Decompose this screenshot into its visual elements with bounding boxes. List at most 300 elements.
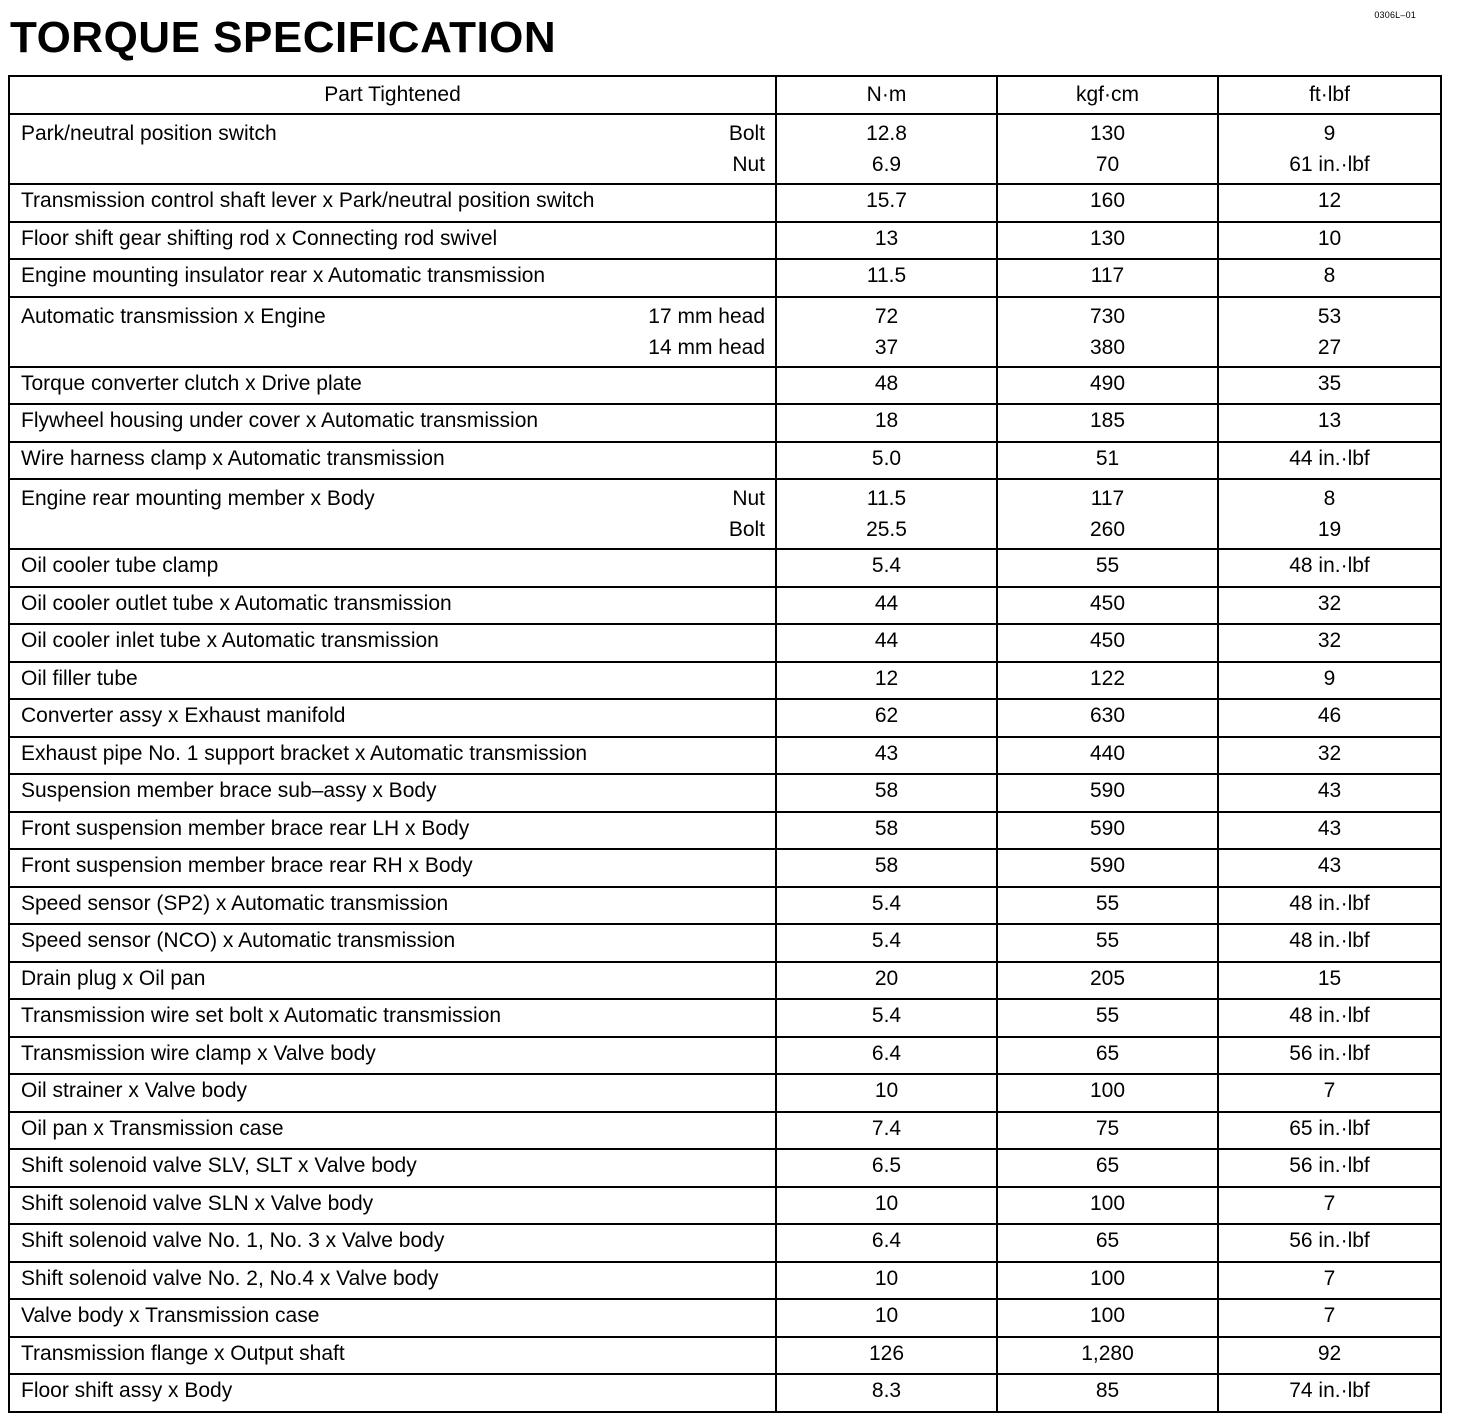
torque-ftlbf-cell	[1218, 259, 1441, 297]
torque-value: 43	[1317, 779, 1342, 802]
torque-kgfcm-cell	[997, 549, 1218, 587]
torque-ftlbf-cell	[1218, 1374, 1441, 1412]
torque-value: 100	[1089, 1266, 1126, 1290]
torque-value: 100	[1089, 1304, 1126, 1327]
torque-nm-cell	[776, 404, 997, 442]
part-cell	[9, 1074, 776, 1112]
torque-value: 65 in.·lbf	[1289, 1116, 1370, 1140]
torque-value: 19	[1317, 518, 1342, 541]
fastener-label: Bolt	[728, 122, 765, 145]
part-cell	[9, 1337, 776, 1375]
torque-kgfcm-cell	[997, 259, 1218, 297]
part-line	[10, 963, 775, 994]
torque-ftlbf-cell	[1218, 1074, 1441, 1112]
torque-value: 12.8	[866, 122, 907, 145]
part-cell	[9, 812, 776, 850]
part-cell	[9, 184, 776, 222]
part-line	[10, 925, 775, 956]
torque-value: 20	[874, 966, 899, 990]
part-name: Oil filler tube	[21, 666, 138, 690]
part-name: Transmission flange x Output shaft	[21, 1341, 345, 1365]
torque-value: 8	[1323, 487, 1336, 510]
part-line	[10, 625, 775, 656]
torque-value: 117	[1090, 487, 1125, 510]
torque-ftlbf-cell	[1218, 999, 1441, 1037]
torque-value: 9	[1323, 666, 1336, 690]
table-row	[9, 1074, 1441, 1112]
torque-ftlbf-cell	[1218, 849, 1441, 887]
part-line	[10, 1150, 775, 1181]
torque-value: 72	[874, 304, 899, 328]
torque-nm-cell	[776, 1149, 997, 1187]
torque-nm-cell	[776, 962, 997, 1000]
table-row	[9, 1337, 1441, 1375]
part-cell	[9, 849, 776, 887]
table-row	[9, 114, 1441, 184]
torque-ftlbf-cell	[1218, 1337, 1441, 1375]
torque-nm-cell	[776, 184, 997, 222]
part-name: Front suspension member brace rear RH x Body	[21, 854, 473, 877]
torque-value: 130	[1089, 122, 1126, 145]
torque-value: 122	[1089, 666, 1126, 690]
fastener-label: 14 mm head	[648, 335, 765, 359]
part-line	[10, 850, 775, 881]
torque-nm-cell	[776, 1224, 997, 1262]
torque-value: 260	[1089, 518, 1126, 541]
torque-value: 126	[868, 1341, 905, 1365]
torque-value: 6.4	[871, 1041, 902, 1065]
torque-value: 13	[1317, 409, 1342, 432]
torque-value: 48	[874, 371, 899, 395]
table-row	[9, 774, 1441, 812]
part-cell	[9, 887, 776, 925]
torque-value: 8	[1323, 264, 1336, 287]
torque-kgfcm-cell	[997, 887, 1218, 925]
table-row	[9, 849, 1441, 887]
torque-value: 450	[1089, 629, 1126, 652]
part-line	[10, 888, 775, 919]
table-row	[9, 1112, 1441, 1150]
part-cell	[9, 1037, 776, 1075]
part-cell	[9, 624, 776, 662]
part-name: Valve body x Transmission case	[21, 1304, 320, 1327]
torque-ftlbf-cell	[1218, 1112, 1441, 1150]
torque-value: 12	[874, 666, 899, 690]
table-row	[9, 1262, 1441, 1300]
part-name: Transmission wire set bolt x Automatic transmission	[21, 1004, 502, 1027]
part-line	[10, 1075, 775, 1106]
table-row	[9, 962, 1441, 1000]
part-cell	[9, 1262, 776, 1300]
torque-ftlbf-cell	[1218, 1299, 1441, 1337]
torque-ftlbf-cell	[1218, 962, 1441, 1000]
part-line	[10, 483, 775, 514]
torque-value: 55	[1095, 554, 1120, 577]
torque-value: 44 in.·lbf	[1289, 446, 1370, 470]
part-name: Wire harness clamp x Automatic transmission	[21, 446, 445, 470]
torque-kgfcm-cell	[997, 1112, 1218, 1150]
torque-value: 13	[874, 226, 899, 250]
torque-value: 65	[1095, 1229, 1120, 1252]
torque-value: 205	[1089, 966, 1126, 990]
torque-kgfcm-cell	[997, 442, 1218, 480]
torque-value: 100	[1089, 1191, 1126, 1215]
torque-value: 590	[1089, 779, 1126, 802]
torque-nm-cell	[776, 549, 997, 587]
part-line	[10, 1300, 775, 1331]
torque-kgfcm-cell	[997, 1337, 1218, 1375]
part-line	[10, 260, 775, 291]
torque-value: 11.5	[866, 264, 907, 287]
torque-ftlbf-cell	[1218, 114, 1441, 184]
table-row	[9, 367, 1441, 405]
part-name: Torque converter clutch x Drive plate	[21, 371, 362, 395]
torque-value: 92	[1317, 1341, 1342, 1365]
torque-value: 7	[1323, 1079, 1336, 1102]
torque-value: 58	[874, 816, 899, 840]
part-cell	[9, 774, 776, 812]
column-header-nm: N·m	[776, 76, 997, 114]
torque-ftlbf-cell	[1218, 924, 1441, 962]
torque-value: 15.7	[866, 189, 907, 212]
table-row	[9, 1374, 1441, 1412]
part-name: Oil strainer x Valve body	[21, 1079, 248, 1102]
torque-nm-cell	[776, 1299, 997, 1337]
part-name: Speed sensor (SP2) x Automatic transmission	[21, 891, 449, 915]
torque-value: 56 in.·lbf	[1289, 1154, 1370, 1177]
torque-value: 46	[1317, 704, 1342, 727]
torque-ftlbf-cell	[1218, 367, 1441, 405]
torque-ftlbf-cell	[1218, 549, 1441, 587]
torque-value: 5.0	[871, 446, 902, 470]
torque-value: 440	[1089, 741, 1126, 765]
torque-value: 7.4	[871, 1116, 902, 1140]
table-row	[9, 442, 1441, 480]
torque-nm-cell	[776, 1337, 997, 1375]
torque-value: 6.5	[871, 1154, 902, 1177]
part-cell	[9, 1374, 776, 1412]
table-row	[9, 887, 1441, 925]
part-line	[10, 738, 775, 769]
part-line	[10, 1038, 775, 1069]
torque-value: 53	[1317, 304, 1342, 328]
part-cell	[9, 962, 776, 1000]
torque-ftlbf-cell	[1218, 1149, 1441, 1187]
torque-value: 48 in.·lbf	[1289, 554, 1370, 577]
torque-kgfcm-cell	[997, 624, 1218, 662]
table-row	[9, 812, 1441, 850]
part-name: Drain plug x Oil pan	[21, 966, 206, 990]
torque-value: 43	[1317, 854, 1342, 877]
torque-kgfcm-cell	[997, 1074, 1218, 1112]
table-body	[9, 114, 1441, 1412]
torque-kgfcm-cell	[997, 1037, 1218, 1075]
torque-value: 6.9	[871, 153, 902, 176]
torque-value: 48 in.·lbf	[1289, 929, 1370, 952]
part-cell	[9, 367, 776, 405]
torque-value: 61 in.·lbf	[1289, 153, 1370, 176]
part-cell	[9, 737, 776, 775]
part-line	[10, 149, 775, 180]
part-line	[10, 663, 775, 694]
torque-value: 160	[1089, 189, 1126, 212]
part-cell	[9, 442, 776, 480]
torque-ftlbf-cell	[1218, 297, 1441, 367]
part-name: Park/neutral position switch	[21, 122, 277, 145]
torque-value: 27	[1317, 335, 1342, 359]
torque-value: 43	[1317, 816, 1342, 840]
torque-nm-cell	[776, 114, 997, 184]
torque-value: 56 in.·lbf	[1289, 1041, 1370, 1065]
torque-value: 32	[1317, 741, 1342, 765]
part-name: Speed sensor (NCO) x Automatic transmission	[21, 929, 456, 952]
torque-value: 7	[1323, 1266, 1336, 1290]
torque-value: 74 in.·lbf	[1289, 1379, 1370, 1402]
torque-value: 5.4	[871, 554, 902, 577]
torque-nm-cell	[776, 1037, 997, 1075]
part-name: Transmission wire clamp x Valve body	[21, 1041, 376, 1065]
torque-ftlbf-cell	[1218, 1224, 1441, 1262]
part-cell	[9, 404, 776, 442]
torque-value: 44	[874, 591, 899, 615]
part-line	[10, 588, 775, 619]
table-row	[9, 1187, 1441, 1225]
torque-value: 10	[874, 1191, 899, 1215]
part-name: Oil cooler outlet tube x Automatic transmission	[21, 591, 452, 615]
part-name: Oil pan x Transmission case	[21, 1116, 284, 1140]
torque-value: 43	[874, 741, 899, 765]
torque-nm-cell	[776, 849, 997, 887]
torque-value: 130	[1089, 226, 1126, 250]
part-line	[10, 550, 775, 581]
part-line	[10, 1225, 775, 1256]
torque-nm-cell	[776, 367, 997, 405]
part-cell	[9, 1187, 776, 1225]
part-cell	[9, 222, 776, 260]
part-name: Oil cooler inlet tube x Automatic transmission	[21, 629, 439, 652]
part-line	[10, 185, 775, 216]
torque-kgfcm-cell	[997, 404, 1218, 442]
table-row	[9, 222, 1441, 260]
part-name: Floor shift gear shifting rod x Connecting rod swivel	[21, 226, 498, 250]
torque-value: 8.3	[871, 1379, 902, 1402]
torque-value: 58	[874, 854, 899, 877]
table-row	[9, 404, 1441, 442]
torque-kgfcm-cell	[997, 962, 1218, 1000]
part-name: Shift solenoid valve No. 1, No. 3 x Valve body	[21, 1229, 445, 1252]
torque-value: 5.4	[871, 891, 902, 915]
torque-kgfcm-cell	[997, 587, 1218, 625]
torque-value: 48 in.·lbf	[1289, 891, 1370, 915]
table-row	[9, 479, 1441, 549]
torque-kgfcm-cell	[997, 114, 1218, 184]
torque-kgfcm-cell	[997, 662, 1218, 700]
torque-kgfcm-cell	[997, 699, 1218, 737]
torque-ftlbf-cell	[1218, 184, 1441, 222]
torque-value: 7	[1323, 1191, 1336, 1215]
torque-nm-cell	[776, 812, 997, 850]
torque-ftlbf-cell	[1218, 737, 1441, 775]
torque-nm-cell	[776, 479, 997, 549]
torque-kgfcm-cell	[997, 1299, 1218, 1337]
torque-value: 380	[1089, 335, 1126, 359]
torque-nm-cell	[776, 297, 997, 367]
torque-ftlbf-cell	[1218, 699, 1441, 737]
part-name: Transmission control shaft lever x Park/neutral position switch	[21, 189, 595, 212]
torque-kgfcm-cell	[997, 774, 1218, 812]
torque-value: 6.4	[871, 1229, 902, 1252]
torque-kgfcm-cell	[997, 849, 1218, 887]
torque-spec-table	[8, 75, 1442, 1413]
torque-nm-cell	[776, 442, 997, 480]
part-line	[10, 405, 775, 436]
part-name: Exhaust pipe No. 1 support bracket x Automatic transmission	[21, 741, 588, 765]
torque-value: 58	[874, 779, 899, 802]
torque-value: 32	[1317, 629, 1342, 652]
part-cell	[9, 699, 776, 737]
page-title: TORQUE SPECIFICATION	[10, 13, 557, 62]
torque-ftlbf-cell	[1218, 774, 1441, 812]
torque-kgfcm-cell	[997, 1149, 1218, 1187]
torque-ftlbf-cell	[1218, 887, 1441, 925]
torque-ftlbf-cell	[1218, 662, 1441, 700]
torque-value: 185	[1089, 409, 1126, 432]
torque-value: 100	[1089, 1079, 1126, 1102]
torque-ftlbf-cell	[1218, 479, 1441, 549]
torque-ftlbf-cell	[1218, 812, 1441, 850]
torque-value: 65	[1095, 1154, 1120, 1177]
part-name: Floor shift assy x Body	[21, 1379, 233, 1402]
table-row	[9, 924, 1441, 962]
torque-value: 12	[1317, 189, 1342, 212]
part-name: Shift solenoid valve No. 2, No.4 x Valve body	[21, 1266, 439, 1290]
table-row	[9, 549, 1441, 587]
torque-value: 48 in.·lbf	[1289, 1004, 1370, 1027]
part-line	[10, 332, 775, 363]
torque-nm-cell	[776, 699, 997, 737]
part-line	[10, 1375, 775, 1406]
torque-nm-cell	[776, 1112, 997, 1150]
part-line	[10, 813, 775, 844]
part-line	[10, 1000, 775, 1031]
torque-nm-cell	[776, 259, 997, 297]
torque-ftlbf-cell	[1218, 1187, 1441, 1225]
torque-value: 10	[874, 1304, 899, 1327]
table-row	[9, 297, 1441, 367]
table-row	[9, 1149, 1441, 1187]
part-cell	[9, 587, 776, 625]
torque-kgfcm-cell	[997, 184, 1218, 222]
torque-value: 5.4	[871, 929, 902, 952]
part-line	[10, 700, 775, 731]
part-name: Engine rear mounting member x Body	[21, 487, 375, 510]
part-name: Shift solenoid valve SLV, SLT x Valve body	[21, 1154, 417, 1177]
part-name: Flywheel housing under cover x Automatic transmission	[21, 409, 539, 432]
torque-value: 590	[1089, 816, 1126, 840]
torque-ftlbf-cell	[1218, 1037, 1441, 1075]
torque-ftlbf-cell	[1218, 442, 1441, 480]
torque-nm-cell	[776, 1074, 997, 1112]
part-line	[10, 514, 775, 545]
torque-value: 44	[874, 629, 899, 652]
torque-value: 56 in.·lbf	[1289, 1229, 1370, 1252]
part-line	[10, 223, 775, 254]
column-header-part: Part Tightened	[9, 76, 776, 114]
torque-value: 450	[1089, 591, 1126, 615]
torque-nm-cell	[776, 222, 997, 260]
table-row	[9, 624, 1441, 662]
table-row	[9, 587, 1441, 625]
torque-kgfcm-cell	[997, 1224, 1218, 1262]
torque-value: 37	[874, 335, 899, 359]
column-header-ftlbf: ft·lbf	[1218, 76, 1441, 114]
part-cell	[9, 662, 776, 700]
torque-kgfcm-cell	[997, 737, 1218, 775]
table-row	[9, 259, 1441, 297]
torque-value: 62	[874, 704, 899, 727]
part-name: Shift solenoid valve SLN x Valve body	[21, 1191, 374, 1215]
torque-value: 25.5	[866, 518, 907, 541]
fastener-label: Nut	[732, 153, 765, 176]
torque-kgfcm-cell	[997, 222, 1218, 260]
table-row	[9, 999, 1441, 1037]
part-cell	[9, 479, 776, 549]
part-line	[10, 1113, 775, 1144]
column-header-kgfcm: kgf·cm	[997, 76, 1218, 114]
torque-value: 590	[1089, 854, 1126, 877]
torque-nm-cell	[776, 887, 997, 925]
table-row	[9, 184, 1441, 222]
part-line	[10, 1338, 775, 1369]
part-line	[10, 1263, 775, 1294]
torque-kgfcm-cell	[997, 1187, 1218, 1225]
torque-value: 85	[1095, 1379, 1120, 1402]
part-name: Front suspension member brace rear LH x Body	[21, 816, 470, 840]
torque-value: 15	[1317, 966, 1342, 990]
torque-value: 55	[1095, 1004, 1120, 1027]
torque-value: 55	[1095, 929, 1120, 952]
fastener-label: 17 mm head	[648, 304, 765, 328]
torque-value: 490	[1089, 371, 1126, 395]
torque-kgfcm-cell	[997, 999, 1218, 1037]
torque-ftlbf-cell	[1218, 404, 1441, 442]
part-cell	[9, 549, 776, 587]
torque-nm-cell	[776, 737, 997, 775]
torque-value: 75	[1095, 1116, 1120, 1140]
table-row	[9, 1037, 1441, 1075]
table-row	[9, 699, 1441, 737]
part-cell	[9, 114, 776, 184]
torque-nm-cell	[776, 662, 997, 700]
table-row	[9, 662, 1441, 700]
part-line	[10, 301, 775, 332]
part-cell	[9, 297, 776, 367]
part-line	[10, 118, 775, 149]
torque-value: 18	[874, 409, 899, 432]
torque-value: 1,280	[1081, 1341, 1134, 1365]
part-line	[10, 443, 775, 474]
fastener-label: Nut	[732, 487, 765, 510]
torque-value: 51	[1095, 446, 1120, 470]
torque-nm-cell	[776, 999, 997, 1037]
torque-kgfcm-cell	[997, 297, 1218, 367]
part-name: Automatic transmission x Engine	[21, 304, 326, 328]
table-header-row	[9, 76, 1441, 114]
part-name: Engine mounting insulator rear x Automatic transmission	[21, 264, 546, 287]
torque-value: 7	[1323, 1304, 1336, 1327]
torque-kgfcm-cell	[997, 1262, 1218, 1300]
part-cell	[9, 1224, 776, 1262]
